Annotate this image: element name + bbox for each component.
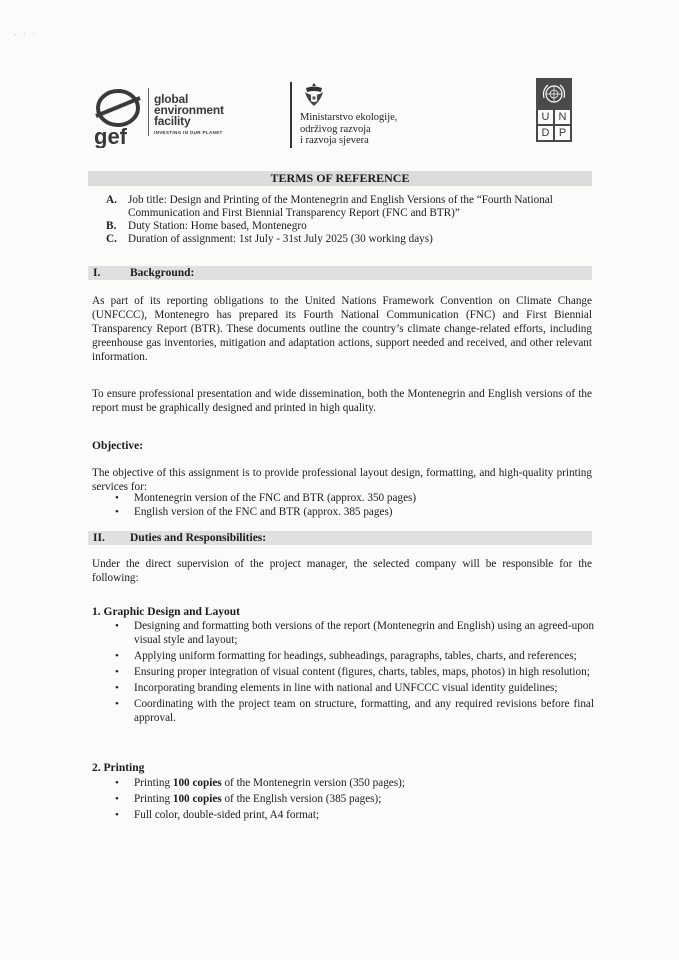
job-info-letter: A. — [106, 194, 117, 206]
gef-name-line1: global — [154, 92, 189, 106]
objective-list — [110, 491, 594, 519]
list-item — [110, 792, 594, 806]
job-info-letter: B. — [106, 220, 117, 232]
job-info-text: Duration of assignment: 1st July - 31st July 2025 (30 working days) — [128, 233, 433, 245]
gef-name-line2: environment — [154, 103, 224, 117]
background-paragraph-2: To ensure professional presentation and wide dissemination, both the Montenegrin and English versions of the report must be graphically designed and printed in high quality. — [92, 388, 592, 414]
printing-heading: 2. Printing — [92, 762, 145, 774]
section-title: Background: — [130, 267, 195, 279]
undp-logo — [536, 78, 572, 142]
printing-item-suffix: of the English version (385 pages); — [221, 793, 382, 805]
header-logos — [0, 78, 679, 158]
job-info-text: Duty Station: Home based, Montenegro — [128, 220, 307, 232]
graphic-design-list — [110, 619, 594, 727]
section-duties-heading — [88, 531, 592, 545]
list-item: • Montenegrin version of the FNC and BTR (approx. 350 pages) — [110, 491, 594, 505]
objective-paragraph: The objective of this assignment is to provide professional layout design, formatting, and high-quality printing services for: — [92, 467, 592, 493]
undp-letter-p: P — [555, 126, 570, 140]
list-item: • Ensuring proper integration of visual content (figures, charts, tables, maps, photos) in high resolution; — [110, 665, 594, 679]
undp-letter-d: D — [538, 126, 553, 140]
duties-intro-paragraph: Under the direct supervision of the project manager, the selected company will be responsible for the following: — [92, 558, 592, 584]
printing-copies: 100 copies — [172, 777, 222, 789]
scan-artifact: - · · — [14, 30, 38, 39]
ministry-logo — [290, 78, 420, 150]
graphic-design-heading: 1. Graphic Design and Layout — [92, 606, 240, 618]
printing-copies: 100 copies — [172, 793, 222, 805]
ministry-line1: Ministarstvo ekologije, — [300, 112, 398, 123]
job-info-list — [106, 194, 596, 246]
gef-logo — [92, 84, 242, 148]
job-info-text: Job title: Design and Printing of the Montenegrin and English Versions of the “Fourth National Communication and First Biennial Transparency Report (FNC and BTR)” — [128, 194, 553, 219]
un-emblem-icon — [541, 82, 567, 106]
gef-emblem-icon — [92, 84, 144, 148]
list-item: • Incorporating branding elements in line with national and UNFCCC visual identity guidelines; — [110, 681, 594, 695]
ministry-rule — [290, 82, 292, 148]
list-item: • English version of the FNC and BTR (approx. 385 pages) — [110, 505, 594, 519]
job-info-item — [106, 233, 596, 246]
ministry-name — [300, 112, 397, 147]
printing-list — [110, 776, 594, 824]
background-paragraph-1: As part of its reporting obligations to the United Nations Framework Convention on Climate Change (UNFCCC), Montenegro has prepared its Fourth National Communication (FNC) and First Biennial Transparency Report (BTR). These documents outline the country’s climate change-related efforts, including greenhouse gas inventories, mitigation and adaptation actions, support needed and received, and other relevant information. — [92, 295, 592, 363]
list-item: • Coordinating with the project team on structure, formatting, and any required revisions before final approval. — [110, 697, 594, 725]
section-background-heading — [88, 266, 592, 280]
list-item — [110, 776, 594, 790]
gef-divider — [148, 88, 149, 136]
printing-item-prefix: Printing — [134, 793, 173, 805]
list-item: • Full color, double-sided print, A4 format; — [110, 808, 594, 822]
list-item: • Applying uniform formatting for headings, subheadings, paragraphs, tables, charts, and references; — [110, 649, 594, 663]
ministry-line3: i razvoja sjevera — [300, 135, 369, 146]
gef-wordmark — [154, 94, 224, 135]
job-info-letter: C. — [106, 233, 117, 245]
objective-heading: Objective: — [92, 440, 144, 452]
list-item: • Designing and formatting both versions of the report (Montenegrin and English) using an agreed-upon visual style and layout; — [110, 619, 594, 647]
section-number: II. — [93, 532, 105, 544]
document-title-bar — [88, 171, 592, 186]
montenegro-coat-of-arms-icon — [302, 82, 326, 108]
printing-item-suffix: of the Montenegrin version (350 pages); — [221, 777, 405, 789]
gef-name-line3: facility — [154, 114, 191, 128]
section-title: Duties and Responsibilities: — [130, 532, 267, 544]
document-title: TERMS OF REFERENCE — [270, 171, 410, 185]
undp-letter-n: N — [555, 110, 570, 124]
printing-item-prefix: Printing — [134, 777, 173, 789]
section-number: I. — [93, 267, 101, 279]
undp-letter-u: U — [538, 110, 553, 124]
gef-tagline: INVESTING IN OUR PLANET — [154, 130, 223, 135]
job-info-item — [106, 220, 596, 233]
ministry-line2: održivog razvoja — [300, 123, 371, 135]
job-info-item — [106, 194, 596, 220]
gef-acronym: gef — [94, 124, 127, 148]
